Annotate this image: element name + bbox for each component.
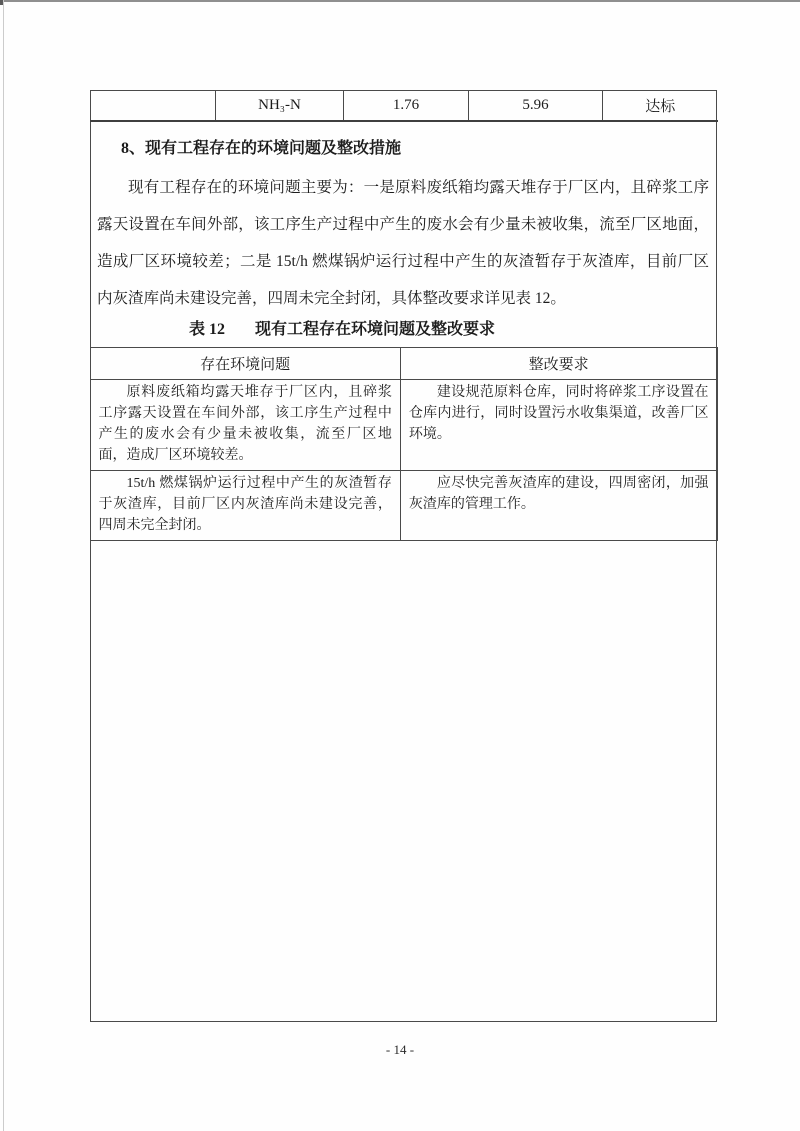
table-row: [90, 91, 718, 121]
table-caption-title: 现有工程存在环境问题及整改要求: [255, 321, 496, 338]
monitoring-table-fragment: [90, 91, 718, 122]
issues-table-header-row: [90, 348, 717, 380]
monitoring-cell-limit: 5.96: [469, 91, 603, 121]
body-paragraph: 现有工程存在的环境问题主要为：一是原料废纸箱均露天堆存于厂区内，且碎浆工序露天设置在车间外部，该工序生产过程中产生的废水会有少量未被收集，流至厂区地面，造成厂区环境较差；二是 15t/h 燃煤锅炉运行过程中产生的灰渣暂存于灰渣库，目前厂区内灰渣库尚未建设完善，四周未完全封闭，具体整改要求详见表 12。: [97, 179, 709, 307]
monitoring-cell-value: 1.76: [344, 91, 469, 121]
monitoring-cell-pollutant: NH₃-N: [216, 91, 344, 121]
issues-table-header-problem: 存在环境问题: [90, 348, 400, 380]
section-heading: 8、现有工程存在的环境问题及整改措施: [121, 140, 402, 157]
table-caption: [189, 319, 716, 340]
table-caption-label: 表 12: [189, 321, 226, 338]
page-edge-left-line: [3, 0, 4, 1131]
monitoring-cell-empty: [90, 91, 216, 121]
issues-table: [90, 347, 718, 541]
issue-requirement-cell: 建设规范原料仓库，同时将碎浆工序设置在仓库内进行，同时设置污水收集渠道，改善厂区环境。: [400, 380, 717, 471]
issues-table-header-requirement: 整改要求: [400, 348, 717, 380]
monitoring-cell-status: 达标: [603, 91, 718, 121]
table-row: [90, 380, 717, 471]
document-frame: [90, 90, 717, 1022]
page-number: - 14 -: [385, 1042, 415, 1057]
issue-problem-cell: 15t/h 燃煤锅炉运行过程中产生的灰渣暂存于灰渣库，目前厂区内灰渣库尚未建设完善，四周未完全封闭。: [90, 471, 400, 541]
issue-requirement-cell: 应尽快完善灰渣库的建设，四周密闭，加强灰渣库的管理工作。: [400, 471, 717, 541]
issue-problem-cell: 原料废纸箱均露天堆存于厂区内，且碎浆工序露天设置在车间外部，该工序生产过程中产生的废水会有少量未被收集，流至厂区地面，造成厂区环境较差。: [90, 380, 400, 471]
table-row: [90, 471, 717, 541]
page-edge-top-line: [0, 0, 800, 2]
